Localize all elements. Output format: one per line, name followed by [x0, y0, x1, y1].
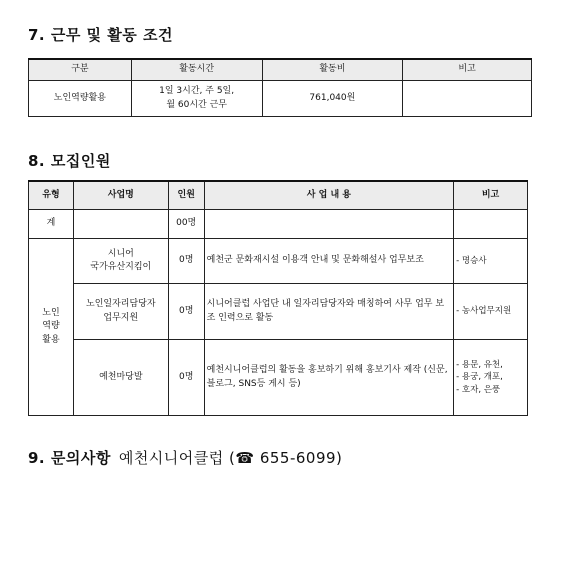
total-row: [29, 210, 528, 239]
table-row: [29, 81, 532, 117]
project-name-cell: [73, 284, 168, 340]
count-cell: 0명: [168, 239, 204, 284]
header-type: 유형: [29, 181, 74, 210]
project-name-line-2: 국가유산지킴이: [90, 262, 152, 272]
project-name-cell: [73, 239, 168, 284]
hours-cell: [131, 81, 262, 117]
header-category: 구분: [29, 59, 132, 81]
header-content: 사 업 내 용: [204, 181, 453, 210]
count-cell: 0명: [168, 340, 204, 416]
table-row: [29, 239, 528, 284]
inquiry-label: 9. 문의사항: [28, 449, 111, 467]
note-cell: - 농사업무지원: [454, 284, 528, 340]
header-note: 비고: [403, 59, 532, 81]
group-type-line-3: 활용: [42, 334, 60, 345]
table-header-row: [29, 181, 528, 210]
table-header-row: [29, 59, 532, 81]
note-cell: - 명승사: [454, 239, 528, 284]
total-note-cell: [454, 210, 528, 239]
note-line-1: - 용문, 유천,: [456, 360, 503, 371]
note-cell: [403, 81, 532, 117]
note-line-3: - 호자, 은풍: [456, 384, 501, 395]
total-type-cell: 계: [29, 210, 74, 239]
content-cell: 시니어클럽 사업단 내 일자리담당자와 매칭하여 사무 업무 보조 인력으로 활동: [204, 284, 453, 340]
total-content-cell: [204, 210, 453, 239]
header-pay: 활동비: [262, 59, 403, 81]
group-type-line-2: 역량: [42, 321, 60, 332]
group-type-cell: [29, 239, 74, 416]
category-cell: 노인역량활용: [29, 81, 132, 117]
note-cell: [454, 340, 528, 416]
hours-line-1: 1일 3시간, 주 5일,: [159, 86, 235, 97]
work-conditions-table: [28, 58, 532, 117]
project-name-line-1: 예천마당발: [99, 371, 143, 382]
table-row: [29, 340, 528, 416]
total-count-cell: 00명: [168, 210, 204, 239]
content-cell: 예천시니어클럽의 활동을 홍보하기 위해 홍보기사 제작 (신문, 블로그, SNS등 게시 등): [204, 340, 453, 416]
project-name-line-1: 노인일자리담당자: [86, 299, 156, 310]
project-name-cell: [73, 340, 168, 416]
header-hours: 활동시간: [131, 59, 262, 81]
pay-cell: 761,040원: [262, 81, 403, 117]
header-note: 비고: [454, 181, 528, 210]
content-cell: 예천군 문화재시설 이용객 안내 및 문화해설사 업무보조: [204, 239, 453, 284]
hours-line-2: 월 60시간 근무: [166, 99, 227, 110]
section-8-heading: 8. 모집인원: [28, 152, 111, 170]
contact-info: 예천시니어클럽 (☎ 655-6099): [118, 449, 343, 467]
count-cell: 0명: [168, 284, 204, 340]
group-type-line-1: 노인: [42, 308, 60, 319]
section-9-heading: [28, 447, 342, 468]
recruitment-table: [28, 180, 528, 416]
project-name-line-1: 시니어: [107, 248, 134, 259]
header-count: 인원: [168, 181, 204, 210]
table-row: [29, 284, 528, 340]
header-project-name: 사업명: [73, 181, 168, 210]
total-name-cell: [73, 210, 168, 239]
project-name-line-2: 업무지원: [103, 312, 139, 323]
note-line-2: - 용궁, 개포,: [456, 372, 503, 383]
section-7-heading: 7. 근무 및 활동 조건: [28, 26, 173, 44]
